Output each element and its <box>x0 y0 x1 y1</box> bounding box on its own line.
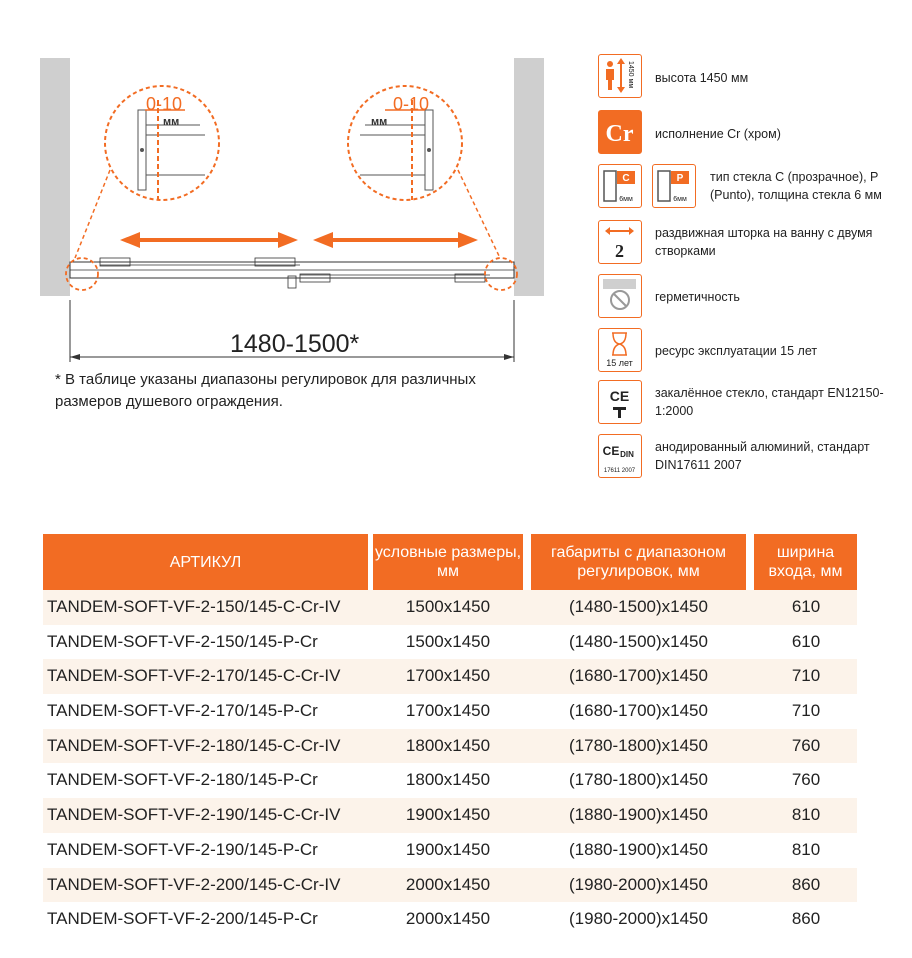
cell-article: TANDEM-SOFT-VF-2-180/145-P-Cr <box>47 770 318 790</box>
seal-icon <box>598 274 642 318</box>
cell-entry-width: 710 <box>791 666 821 686</box>
cell-entry-width: 610 <box>791 597 821 616</box>
glass-c-label: C <box>622 173 630 184</box>
table-header <box>43 534 857 590</box>
technical-drawing <box>0 0 580 420</box>
cell-size: 1800x1450 <box>405 735 491 755</box>
glass-type-p-icon <box>652 164 696 208</box>
product-table <box>43 534 857 937</box>
cell-range: (1480-1500)x1450 <box>569 597 708 616</box>
glass-p-label: P <box>676 173 684 184</box>
cell-size: 1500x1450 <box>405 631 491 651</box>
cell-range: (1680-1700)x1450 <box>569 701 708 721</box>
cell-article: TANDEM-SOFT-VF-2-200/145-P-Cr <box>47 909 318 929</box>
cell-entry-width: 760 <box>791 770 821 790</box>
feature-chrome-text: исполнение Cr (хром) <box>655 127 781 141</box>
table-body <box>43 590 857 937</box>
door-profile <box>70 258 514 288</box>
feature-seal-text: герметичность <box>655 290 740 304</box>
zoom-right-unit: мм <box>371 116 388 128</box>
ce-din-year: 17611 2007 <box>603 468 636 474</box>
footnote: * В таблице указаны диапазоны регулировок для различных размеров душевого ограждения. <box>55 371 476 410</box>
table-row <box>43 625 857 660</box>
feature-height-text: высота 1450 мм <box>655 71 749 85</box>
cell-range: (1780-1800)x1450 <box>569 735 708 755</box>
cell-size: 2000x1450 <box>405 874 491 894</box>
table-row <box>43 868 857 903</box>
height-icon <box>598 54 642 98</box>
feature-lifetime-text: ресурс эксплуатации 15 лет <box>655 344 818 358</box>
cell-range: (1680-1700)x1450 <box>569 666 708 686</box>
sliding-arrow-right <box>313 232 478 248</box>
cell-article: TANDEM-SOFT-VF-2-200/145-C-Cr-IV <box>47 874 341 894</box>
cell-entry-width: 760 <box>791 735 821 755</box>
cell-range: (1980-2000)x1450 <box>569 909 708 929</box>
table-row <box>43 590 857 625</box>
cell-range: (1980-2000)x1450 <box>569 874 708 894</box>
cell-entry-width: 810 <box>791 805 821 825</box>
cell-entry-width: 610 <box>791 631 821 651</box>
feature-tempered-text: закалённое стекло, стандарт EN12150-1:2000 <box>655 386 884 418</box>
cell-size: 1800x1450 <box>405 770 491 790</box>
cell-entry-width: 810 <box>791 839 821 859</box>
ce-din-ce: CE <box>602 444 620 458</box>
cell-article: TANDEM-SOFT-VF-2-150/145-P-Cr <box>47 631 318 651</box>
ce-din-icon <box>598 434 642 478</box>
cell-article: TANDEM-SOFT-VF-2-170/145-C-Cr-IV <box>47 666 341 686</box>
table-row <box>43 694 857 729</box>
feature-sliding-text: раздвижная шторка на ванну с двумя створками <box>655 226 873 258</box>
glass-c-thick: 6мм <box>619 196 633 203</box>
feature-anodized-text: анодированный алюминий, стандарт DIN17611 2007 <box>655 440 870 472</box>
cell-article: TANDEM-SOFT-VF-2-170/145-P-Cr <box>47 701 318 721</box>
header-range: габариты с диапазоном регулировок, мм <box>531 534 746 590</box>
table-row <box>43 902 857 937</box>
table-row <box>43 798 857 833</box>
table-row <box>43 729 857 764</box>
cell-range: (1880-1900)x1450 <box>569 839 708 859</box>
glass-type-c-icon <box>598 164 642 208</box>
cell-article: TANDEM-SOFT-VF-2-150/145-C-Cr-IV <box>47 597 341 616</box>
hourglass-icon <box>598 328 642 372</box>
ce-tempered-icon <box>598 380 642 424</box>
cell-range: (1480-1500)x1450 <box>569 631 708 651</box>
end-marker-left <box>66 258 98 290</box>
header-entry-width: ширина входа, мм <box>754 534 857 590</box>
width-dimension: 1480-1500* <box>230 330 360 358</box>
feature-glass-text: тип стекла С (прозрачное), Р (Punto), толщина стекла 6 мм <box>710 170 882 202</box>
zoom-right-range: 0-10 <box>393 94 430 114</box>
ce-din-label: DIN <box>620 450 634 459</box>
cell-size: 1900x1450 <box>405 805 491 825</box>
table-row <box>43 659 857 694</box>
zoom-left-range: 0-10 <box>146 94 183 114</box>
end-marker-right <box>485 258 517 290</box>
glass-p-thick: 6мм <box>673 196 687 203</box>
sliding-doors-icon <box>598 220 642 264</box>
sliding-icon-label: 2 <box>615 241 624 261</box>
hourglass-icon-label: 15 лет <box>606 358 633 368</box>
cell-article: TANDEM-SOFT-VF-2-190/145-P-Cr <box>47 839 318 859</box>
table-row <box>43 833 857 868</box>
cell-range: (1880-1900)x1450 <box>569 805 708 825</box>
cell-size: 1900x1450 <box>405 839 491 859</box>
cell-entry-width: 860 <box>791 874 821 894</box>
height-icon-label: 1450 мм <box>627 61 634 89</box>
cell-size: 1700x1450 <box>405 666 491 686</box>
header-article: АРТИКУЛ <box>43 534 368 590</box>
ce-tempered-label: CE <box>609 388 630 404</box>
leader-left <box>75 170 110 258</box>
zoom-left-unit: мм <box>163 116 180 128</box>
cell-size: 1500x1450 <box>405 597 491 616</box>
cell-article: TANDEM-SOFT-VF-2-190/145-C-Cr-IV <box>47 805 341 825</box>
cell-article: TANDEM-SOFT-VF-2-180/145-C-Cr-IV <box>47 735 341 755</box>
cell-entry-width: 710 <box>791 701 821 721</box>
cell-size: 1700x1450 <box>405 701 491 721</box>
cell-size: 2000x1450 <box>405 909 491 929</box>
cell-range: (1780-1800)x1450 <box>569 770 708 790</box>
chrome-icon <box>598 110 642 154</box>
table-row <box>43 763 857 798</box>
chrome-icon-label: Cr <box>605 121 634 147</box>
sliding-arrow-left <box>120 232 298 248</box>
cell-entry-width: 860 <box>791 909 821 929</box>
header-size: условные размеры, мм <box>373 534 523 590</box>
